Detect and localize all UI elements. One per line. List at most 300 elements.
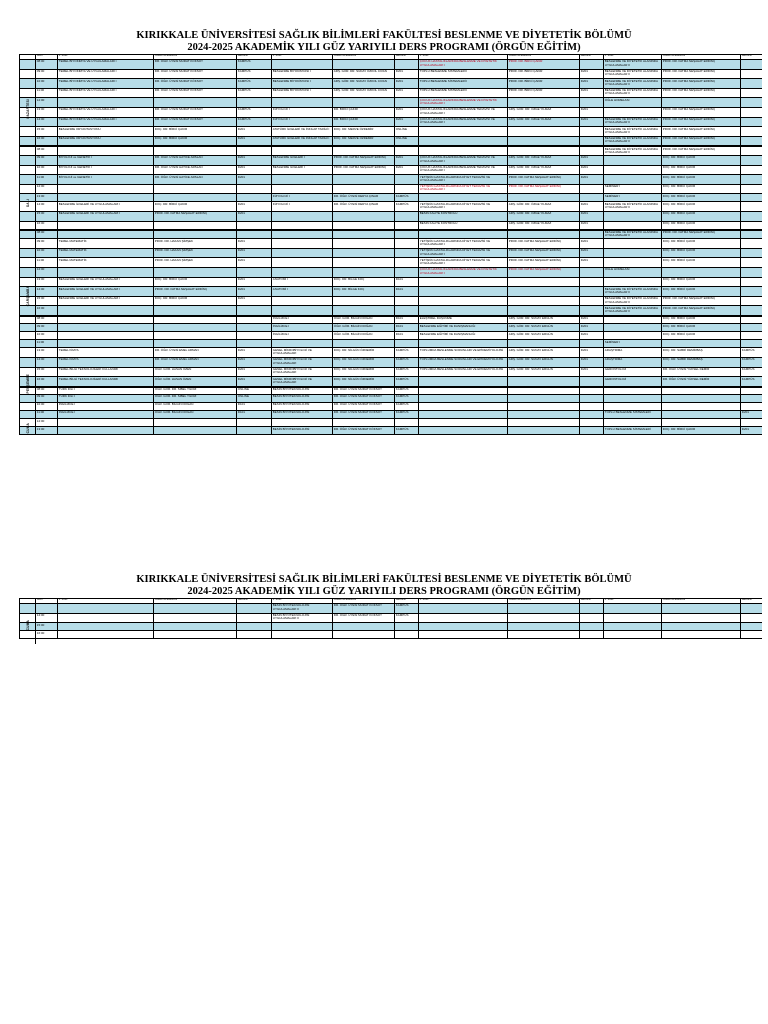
class-2-course: ATATÜRK İLKELERİ VE İNKILAP TARİHİ I bbox=[272, 137, 333, 146]
class-4-room bbox=[741, 202, 768, 211]
class-2-instructor: DR. ÖĞR. ÜYESİ MURAT KÖKSOY bbox=[333, 614, 395, 623]
column-header: DERSLİK bbox=[395, 55, 419, 59]
column-header: 2. SINIF bbox=[272, 599, 333, 603]
document-title-line-1: KIRIKKALE ÜNİVERSİTESİ SAĞLIK BİLİMLERİ FAKÜLTESİ BESLENME VE DİYETETİK BÖLÜMÜ bbox=[136, 574, 632, 585]
day-label-text: PERŞEMBE bbox=[25, 373, 30, 394]
class-4-course: BESLENME VE DİYETETİK ALANINDA UYGULAMALAR II bbox=[604, 118, 662, 127]
schedule-row bbox=[20, 358, 762, 368]
class-2-room bbox=[395, 239, 419, 248]
schedule-row bbox=[20, 79, 762, 89]
time-cell: 11:00 bbox=[36, 411, 58, 418]
class-3-room bbox=[580, 377, 604, 386]
day-spacer bbox=[20, 108, 36, 117]
class-4-instructor: DOÇ. DR. BİRCİ ÇAKIR bbox=[662, 239, 741, 248]
class-1-instructor bbox=[154, 604, 237, 613]
class-1-room: D201 bbox=[237, 249, 272, 258]
class-4-room bbox=[741, 623, 768, 630]
document-title-line-1: KIRIKKALE ÜNİVERSİTESİ SAĞLIK BİLİMLERİ FAKÜLTESİ BESLENME VE DİYETETİK BÖLÜMÜ bbox=[136, 30, 632, 41]
schedule-row bbox=[20, 185, 762, 195]
class-1-instructor: DOÇ. DR. BİRCİ ÇAKIR bbox=[154, 127, 237, 136]
class-2-course: FİZYOLOJİ I bbox=[272, 108, 333, 117]
class-4-room bbox=[741, 249, 768, 258]
class-1-room bbox=[237, 332, 272, 339]
class-1-instructor: ÖĞR. GÖR. DR. SİBEL YILDIZ bbox=[154, 388, 237, 394]
class-3-room bbox=[580, 306, 604, 315]
column-header: 4. SINIF bbox=[604, 55, 662, 59]
document-title-line-2: 2024-2025 AKADEMİK YILI GÜZ YARIYILI DERS PROGRAMI (ÖRGÜN EĞİTİM) bbox=[187, 586, 581, 597]
class-3-course bbox=[419, 137, 508, 146]
class-4-course bbox=[604, 249, 662, 258]
class-3-course bbox=[419, 278, 508, 287]
time-cell: 10:00 bbox=[36, 166, 58, 175]
schedule-row bbox=[20, 166, 762, 176]
class-4-instructor bbox=[662, 388, 741, 394]
class-4-room: KAMPÜS bbox=[741, 377, 768, 386]
class-2-instructor bbox=[333, 623, 395, 630]
class-4-course: GERONTOLOJİ bbox=[604, 368, 662, 377]
class-2-room: D201 bbox=[395, 166, 419, 175]
class-3-instructor: ARŞ. GÖR. DR. SUNAY ERGÜN bbox=[508, 348, 580, 357]
day-spacer bbox=[20, 268, 36, 277]
schedule-row bbox=[20, 70, 762, 80]
class-1-course: TEMEL BİYOKİMYA VE UYGULAMALARI I bbox=[58, 108, 154, 117]
time-cell: 09:00 bbox=[36, 156, 58, 165]
schedule-row bbox=[20, 98, 762, 108]
class-3-instructor bbox=[508, 631, 580, 638]
schedule-row bbox=[20, 278, 762, 288]
day-spacer bbox=[20, 194, 36, 201]
day-spacer bbox=[20, 395, 36, 402]
class-1-course: TEMEL BİYOKİMYA VE UYGULAMALARI I bbox=[58, 89, 154, 98]
class-1-instructor: PROF. DR. FATMA NEŞAHAT ERDİNÇ bbox=[154, 287, 237, 296]
class-4-room bbox=[741, 175, 768, 184]
class-2-instructor bbox=[333, 212, 395, 221]
class-3-instructor bbox=[508, 377, 580, 386]
day-spacer bbox=[20, 297, 36, 306]
class-4-course: BESLENME VE DİYETETİK ALANINDA UYGULAMALAR II bbox=[604, 306, 662, 315]
class-3-instructor: PROF. DR. FATMA NEŞAHAT ERDİNÇ bbox=[508, 258, 580, 267]
class-4-course: BESLENME VE DİYETETİK ALANINDA UYGULAMALAR II bbox=[604, 79, 662, 88]
class-2-room: ONLİNE bbox=[395, 137, 419, 146]
class-2-course: FİZYOLOJİ I bbox=[272, 202, 333, 211]
class-4-instructor bbox=[662, 98, 741, 107]
schedule-row bbox=[20, 89, 762, 99]
class-2-room bbox=[395, 98, 419, 107]
column-header: ÖĞRETİM ELEMANI bbox=[154, 599, 237, 603]
class-4-course bbox=[604, 278, 662, 287]
class-1-room bbox=[237, 306, 272, 315]
class-3-course: YETİŞKİN HASTALIKLARINDA DİYET TEDAVİSİ VE UYGULAMALARI I bbox=[419, 239, 508, 248]
class-1-instructor: DOÇ. DR. BİRCİ ÇAKIR bbox=[154, 202, 237, 211]
column-header: ÖĞRETİM ELEMANI bbox=[154, 55, 237, 59]
class-4-course bbox=[604, 108, 662, 117]
class-1-room: D201 bbox=[237, 358, 272, 367]
class-1-room: D201 bbox=[237, 258, 272, 267]
class-3-instructor: ARŞ. GÖR. DR. SUNAY ERGÜN bbox=[508, 324, 580, 331]
class-2-course bbox=[272, 231, 333, 239]
class-4-course: BESLENME VE DİYETETİK ALANINDA UYGULAMALAR II bbox=[604, 127, 662, 136]
class-4-instructor bbox=[662, 395, 741, 402]
class-3-instructor bbox=[508, 427, 580, 434]
class-2-room bbox=[395, 268, 419, 277]
class-4-course: ARAŞTIRMA bbox=[604, 348, 662, 357]
class-3-room bbox=[580, 631, 604, 638]
time-cell: 09:00 bbox=[36, 395, 58, 402]
class-4-room bbox=[741, 166, 768, 175]
column-header: DERSLİK bbox=[580, 599, 604, 603]
class-2-room bbox=[395, 231, 419, 239]
day-spacer bbox=[20, 403, 36, 410]
class-3-room: D201 bbox=[580, 166, 604, 175]
class-2-instructor: DR. ÖĞR. ÜYESİ MURAT KÖKSOY bbox=[333, 427, 395, 434]
class-1-instructor bbox=[154, 324, 237, 331]
class-4-course: BESLENME VE DİYETETİK ALANINDA UYGULAMALAR II bbox=[604, 137, 662, 146]
class-3-instructor: PROF. DR. FATMA NEŞAHAT ERDİNÇ bbox=[508, 185, 580, 194]
class-3-course: TOPLUMDA BESLENME SORUNLARI VE EPİDEMİYOLOJİSİ bbox=[419, 348, 508, 357]
class-3-instructor: ARŞ. GÖR. DR. SUNAY ERGÜN bbox=[508, 332, 580, 339]
class-3-room: D201 bbox=[580, 332, 604, 339]
schedule-row bbox=[20, 258, 762, 268]
class-1-instructor: DR. ÖĞR. ÜYESİ MURAT KÖKSOY bbox=[154, 108, 237, 117]
class-4-course bbox=[604, 175, 662, 184]
column-header: SAAT bbox=[36, 599, 58, 603]
class-1-instructor bbox=[154, 306, 237, 315]
time-cell: 11:00 bbox=[36, 89, 58, 98]
class-2-course: BESLENME BİYOKİMYASI I bbox=[272, 89, 333, 98]
class-2-room: KAMPÜS bbox=[395, 604, 419, 613]
schedule-row bbox=[20, 395, 762, 403]
class-2-course: BESLENME İLKELERİ I bbox=[272, 166, 333, 175]
day-spacer bbox=[20, 358, 36, 367]
day-spacer bbox=[20, 239, 36, 248]
day-spacer bbox=[20, 306, 36, 315]
class-3-instructor bbox=[508, 127, 580, 136]
class-2-room: KAMPÜS bbox=[395, 348, 419, 357]
time-cell: 10:00 bbox=[36, 403, 58, 410]
class-2-course bbox=[272, 297, 333, 306]
class-4-room bbox=[741, 89, 768, 98]
class-3-instructor: PROF. DR. BİRCİ ÇAKIR bbox=[508, 79, 580, 88]
class-2-room: KAMPÜS bbox=[395, 411, 419, 418]
schedule-row bbox=[20, 297, 762, 307]
class-4-room bbox=[741, 185, 768, 194]
class-3-course bbox=[419, 127, 508, 136]
class-3-room bbox=[580, 278, 604, 287]
class-3-room bbox=[580, 427, 604, 434]
class-1-instructor: DR. ÖĞR. ÜYESİ EMEL ARMAN bbox=[154, 348, 237, 357]
class-4-course: BESLENME VE DİYETETİK ALANINDA UYGULAMALAR II bbox=[604, 297, 662, 306]
class-4-instructor bbox=[662, 340, 741, 347]
class-1-course: TEMEL BİLGİ TEKNOLOJİLERİ KULLANIMI bbox=[58, 377, 154, 386]
class-1-course: TEMEL BİLGİ TEKNOLOJİLERİ KULLANIMI bbox=[58, 368, 154, 377]
column-header: ÖĞRETİM ELEMANI bbox=[508, 599, 580, 603]
class-3-instructor: ARŞ. GÖR. DR. SUNAY ERGÜN bbox=[508, 358, 580, 367]
class-2-course: BESİN BİYOTEKNOLOJİSİ bbox=[272, 388, 333, 394]
class-1-instructor bbox=[154, 268, 237, 277]
class-2-course bbox=[272, 258, 333, 267]
time-cell: 08:00 bbox=[36, 317, 58, 323]
day-label-text: SALI bbox=[25, 198, 30, 207]
class-1-instructor: ÖĞR. GÖR. HASAN ÖZEN bbox=[154, 377, 237, 386]
class-3-instructor: PROF. DR. BİRCİ ÇAKIR bbox=[508, 60, 580, 69]
class-4-course bbox=[604, 222, 662, 229]
class-3-course bbox=[419, 231, 508, 239]
class-3-course: TOPLU BESLENME SİSTEMLERİ I bbox=[419, 89, 508, 98]
class-1-instructor: DR. ÖĞR. ÜYESİ MURAT KÖKSOY bbox=[154, 118, 237, 127]
timetable-grid bbox=[19, 54, 762, 435]
class-1-instructor: ÖĞR. GÖR. BİLGİN DOĞAN bbox=[154, 411, 237, 418]
time-cell: 14:00 bbox=[36, 358, 58, 367]
class-4-instructor: PROF. DR. FATMA NEŞAHAT ERDİNÇ bbox=[662, 79, 741, 88]
class-1-instructor: DOÇ. DR. BİRCİ ÇAKIR bbox=[154, 137, 237, 146]
day-spacer bbox=[20, 175, 36, 184]
class-2-instructor: ÖĞR. GÖR. BİLGİN DOĞAN bbox=[333, 317, 395, 323]
time-cell bbox=[36, 604, 58, 613]
class-3-instructor: ARŞ. GÖR. DR. ÖZGE YILMAZ bbox=[508, 156, 580, 165]
schedule-row bbox=[20, 387, 762, 395]
class-3-instructor bbox=[508, 297, 580, 306]
day-spacer bbox=[20, 231, 36, 239]
column-header: 3. SINIF bbox=[419, 55, 508, 59]
class-2-instructor bbox=[333, 631, 395, 638]
class-4-course bbox=[604, 419, 662, 426]
class-2-instructor bbox=[333, 231, 395, 239]
class-1-course: İNGİLİZCE I bbox=[58, 403, 154, 410]
class-1-room: D201 bbox=[237, 137, 272, 146]
class-2-instructor: DR. ÖĞR. ÜYESİ MURAT KÖKSOY bbox=[333, 403, 395, 410]
day-spacer bbox=[20, 340, 36, 347]
class-4-course bbox=[604, 614, 662, 623]
class-3-room: D201 bbox=[580, 108, 604, 117]
class-2-course: FİZYOLOJİ I bbox=[272, 118, 333, 127]
day-spacer bbox=[20, 60, 36, 69]
class-3-course bbox=[419, 306, 508, 315]
class-1-course: TEMEL BİYOKİMYA VE UYGULAMALARI I bbox=[58, 70, 154, 79]
class-3-room bbox=[580, 604, 604, 613]
class-1-course: TEMEL BİYOKİMYA VE UYGULAMALARI I bbox=[58, 79, 154, 88]
day-spacer bbox=[20, 212, 36, 221]
class-4-room bbox=[741, 278, 768, 287]
class-3-course bbox=[419, 614, 508, 623]
class-3-room: D201 bbox=[580, 324, 604, 331]
class-3-instructor: ARŞ. GÖR. DR. ÖZGE YILMAZ bbox=[508, 212, 580, 221]
class-2-course: BESİN BİYOTEKNOLOJİSİ UYGULAMALARI II bbox=[272, 604, 333, 613]
class-4-instructor: DR. ÖĞR. ÜYESİ YÜKSEL DEMİR bbox=[662, 368, 741, 377]
day-spacer bbox=[20, 287, 36, 296]
class-2-course: ATATÜRK İLKELERİ VE İNKILAP TARİHİ I bbox=[272, 127, 333, 136]
class-4-instructor bbox=[662, 419, 741, 426]
class-2-room: KAMPÜS bbox=[395, 194, 419, 201]
class-2-instructor: DOÇ. DR. NİLGÜN ÖZDEMİR bbox=[333, 348, 395, 357]
class-3-room bbox=[580, 137, 604, 146]
class-2-course: BESLENME İLKELERİ I bbox=[272, 156, 333, 165]
time-cell: 13:00 bbox=[36, 194, 58, 201]
class-2-instructor: DOÇ. DR. MERVE ÖZDEMİR bbox=[333, 127, 395, 136]
day-spacer bbox=[20, 427, 36, 434]
class-2-instructor bbox=[333, 258, 395, 267]
class-1-room: D201 bbox=[237, 202, 272, 211]
class-2-course: GENEL MİKROBİYOLOJİ VE UYGULAMALARI bbox=[272, 368, 333, 377]
class-4-instructor: PROF. DR. FATMA NEŞAHAT ERDİNÇ bbox=[662, 127, 741, 136]
time-cell: 12:00 bbox=[36, 98, 58, 107]
schedule-row bbox=[20, 419, 762, 427]
class-3-course: ÇOCUK HASTALIKLARINDA BESLENME VE DİYETETİK UYGULAMALARI I bbox=[419, 268, 508, 277]
class-2-course: FİZYOLOJİ I bbox=[272, 194, 333, 201]
class-3-instructor: ARŞ. GÖR. DR. SUNAY ERGÜN bbox=[508, 317, 580, 323]
class-2-course bbox=[272, 249, 333, 258]
class-2-instructor: DR. BİRCİ ÇAKIR bbox=[333, 118, 395, 127]
class-4-room bbox=[741, 614, 768, 623]
class-1-room: D201 bbox=[237, 127, 272, 136]
class-3-course bbox=[419, 377, 508, 386]
column-header: 3. SINIF bbox=[419, 599, 508, 603]
class-1-room: D201 bbox=[237, 348, 272, 357]
class-4-room bbox=[741, 79, 768, 88]
class-4-course bbox=[604, 166, 662, 175]
class-3-room: D201 bbox=[580, 89, 604, 98]
class-2-course: ANATOMİ I bbox=[272, 278, 333, 287]
class-4-room bbox=[741, 306, 768, 315]
class-4-room bbox=[741, 98, 768, 107]
class-1-course bbox=[58, 614, 154, 623]
class-3-instructor: ARŞ. GÖR. DR. ÖZGE YILMAZ bbox=[508, 222, 580, 229]
column-header: ÖĞRETİM ELEMANI bbox=[662, 599, 741, 603]
schedule-row bbox=[20, 249, 762, 259]
class-1-instructor: DR. ÖĞR. ÜYESİ MURAT KÖKSOY bbox=[154, 89, 237, 98]
class-4-course bbox=[604, 403, 662, 410]
schedule-row bbox=[20, 222, 762, 230]
class-1-room: D201 bbox=[237, 297, 272, 306]
timetable-page-1 bbox=[0, 30, 768, 435]
class-4-instructor: PROF. DR. FATMA NEŞAHAT ERDİNÇ bbox=[662, 89, 741, 98]
class-4-instructor: DOÇ. DR. BİRCİ ÇAKIR bbox=[662, 427, 741, 434]
day-spacer bbox=[20, 98, 36, 107]
column-header: SAAT bbox=[36, 55, 58, 59]
schedule-row bbox=[20, 631, 762, 639]
class-1-instructor: DR. ÖĞR. ÜYESİ EMEL ARMAN bbox=[154, 358, 237, 367]
class-4-room bbox=[741, 297, 768, 306]
class-1-instructor: DR. ÖĞR. ÜYESİ MURAT KÖKSOY bbox=[154, 60, 237, 69]
class-3-room bbox=[580, 268, 604, 277]
day-spacer bbox=[20, 202, 36, 211]
class-1-course bbox=[58, 419, 154, 426]
class-3-instructor bbox=[508, 419, 580, 426]
class-3-instructor bbox=[508, 231, 580, 239]
schedule-row bbox=[20, 306, 762, 316]
class-4-room bbox=[741, 268, 768, 277]
time-cell: 16:00 bbox=[36, 306, 58, 315]
class-2-instructor bbox=[333, 98, 395, 107]
class-2-room: D201 bbox=[395, 79, 419, 88]
class-3-instructor bbox=[508, 623, 580, 630]
class-1-course bbox=[58, 623, 154, 630]
time-cell: 15:00 bbox=[36, 297, 58, 306]
time-cell: 15:00 bbox=[36, 368, 58, 377]
class-2-instructor bbox=[333, 60, 395, 69]
class-2-instructor: ARŞ. GÖR. DR. SUDAY ÖZKOL CIVAN bbox=[333, 70, 395, 79]
day-spacer bbox=[20, 222, 36, 229]
class-2-instructor bbox=[333, 419, 395, 426]
class-4-room bbox=[741, 388, 768, 394]
class-3-course bbox=[419, 403, 508, 410]
class-2-room: D201 bbox=[395, 70, 419, 79]
class-2-room: D101 bbox=[395, 278, 419, 287]
column-header: DERSLİK bbox=[580, 55, 604, 59]
class-2-course bbox=[272, 98, 333, 107]
class-4-instructor: PROF. DR. FATMA NEŞAHAT ERDİNÇ bbox=[662, 70, 741, 79]
class-3-course bbox=[419, 427, 508, 434]
class-1-instructor bbox=[154, 340, 237, 347]
class-1-instructor bbox=[154, 317, 237, 323]
day-spacer bbox=[20, 127, 36, 136]
class-1-course bbox=[58, 268, 154, 277]
schedule-row bbox=[20, 324, 762, 332]
class-1-instructor: DR. ÖĞR. ÜYESİ HATİCE ARSLAN bbox=[154, 166, 237, 175]
schedule-row bbox=[20, 194, 762, 202]
day-spacer bbox=[20, 604, 36, 613]
class-1-room: D201 bbox=[237, 239, 272, 248]
class-1-instructor: ÖĞR. GÖR. DR. SİBEL YILDIZ bbox=[154, 395, 237, 402]
class-3-room bbox=[580, 194, 604, 201]
class-3-room: D201 bbox=[580, 212, 604, 221]
class-4-instructor: DR. ÖĞR. ÜYESİ YÜKSEL DEMİR bbox=[662, 377, 741, 386]
day-spacer bbox=[20, 377, 36, 386]
class-1-course: İNGİLİZCE I bbox=[58, 411, 154, 418]
class-1-room: D201 bbox=[237, 212, 272, 221]
schedule-row bbox=[20, 108, 762, 118]
class-2-instructor bbox=[333, 239, 395, 248]
column-header: 2. SINIF bbox=[272, 55, 333, 59]
class-3-instructor bbox=[508, 614, 580, 623]
timetable-page-2 bbox=[0, 574, 768, 639]
class-3-instructor: ARŞ. GÖR. DR. ÖZGE YILMAZ bbox=[508, 166, 580, 175]
class-3-room bbox=[580, 614, 604, 623]
class-4-room bbox=[741, 127, 768, 136]
class-3-room: D201 bbox=[580, 249, 604, 258]
class-2-room: D201 bbox=[395, 89, 419, 98]
class-3-course bbox=[419, 297, 508, 306]
time-cell: 09:00 bbox=[36, 239, 58, 248]
class-4-course: TOPLU BESLENME SİSTEMLERİ bbox=[604, 411, 662, 418]
class-3-instructor bbox=[508, 411, 580, 418]
class-1-room bbox=[237, 222, 272, 229]
schedule-row bbox=[20, 377, 762, 387]
class-2-room bbox=[395, 306, 419, 315]
class-1-course bbox=[58, 317, 154, 323]
class-2-room bbox=[395, 623, 419, 630]
class-2-instructor: PROF. DR. FATMA NEŞAHAT ERDİNÇ bbox=[333, 156, 395, 165]
day-spacer bbox=[20, 348, 36, 357]
class-4-instructor: DOÇ. DR. BİRCİ ÇAKIR bbox=[662, 166, 741, 175]
class-1-room: D101 bbox=[237, 411, 272, 418]
class-3-room: D201 bbox=[580, 175, 604, 184]
class-3-room: D201 bbox=[580, 317, 604, 323]
class-3-course: TOPLUMDA BESLENME SORUNLARI VE EPİDEMİYOLOJİSİ bbox=[419, 368, 508, 377]
schedule-row bbox=[20, 340, 762, 348]
class-3-instructor bbox=[508, 278, 580, 287]
class-3-instructor bbox=[508, 194, 580, 201]
class-1-course: BESLENME ORYANTASYONU bbox=[58, 137, 154, 146]
class-4-instructor bbox=[662, 403, 741, 410]
class-3-course: TOPLUMDA BESLENME SORUNLARI VE EPİDEMİYOLOJİSİ bbox=[419, 358, 508, 367]
class-4-instructor: DOÇ. DR. BİRCİ ÇAKIR bbox=[662, 212, 741, 221]
class-4-instructor: PROF. DR. FATMA NEŞAHAT ERDİNÇ bbox=[662, 60, 741, 69]
class-4-course: BESLENME VE DİYETETİK ALANINDA UYGULAMALAR II bbox=[604, 70, 662, 79]
class-4-instructor: DOÇ. DR. BİRCİ ÇAKIR bbox=[662, 175, 741, 184]
class-2-course bbox=[272, 185, 333, 194]
class-2-instructor: ARŞ. GÖR. DR. SUDAY ÖZKOL CIVAN bbox=[333, 79, 395, 88]
class-2-instructor bbox=[333, 340, 395, 347]
